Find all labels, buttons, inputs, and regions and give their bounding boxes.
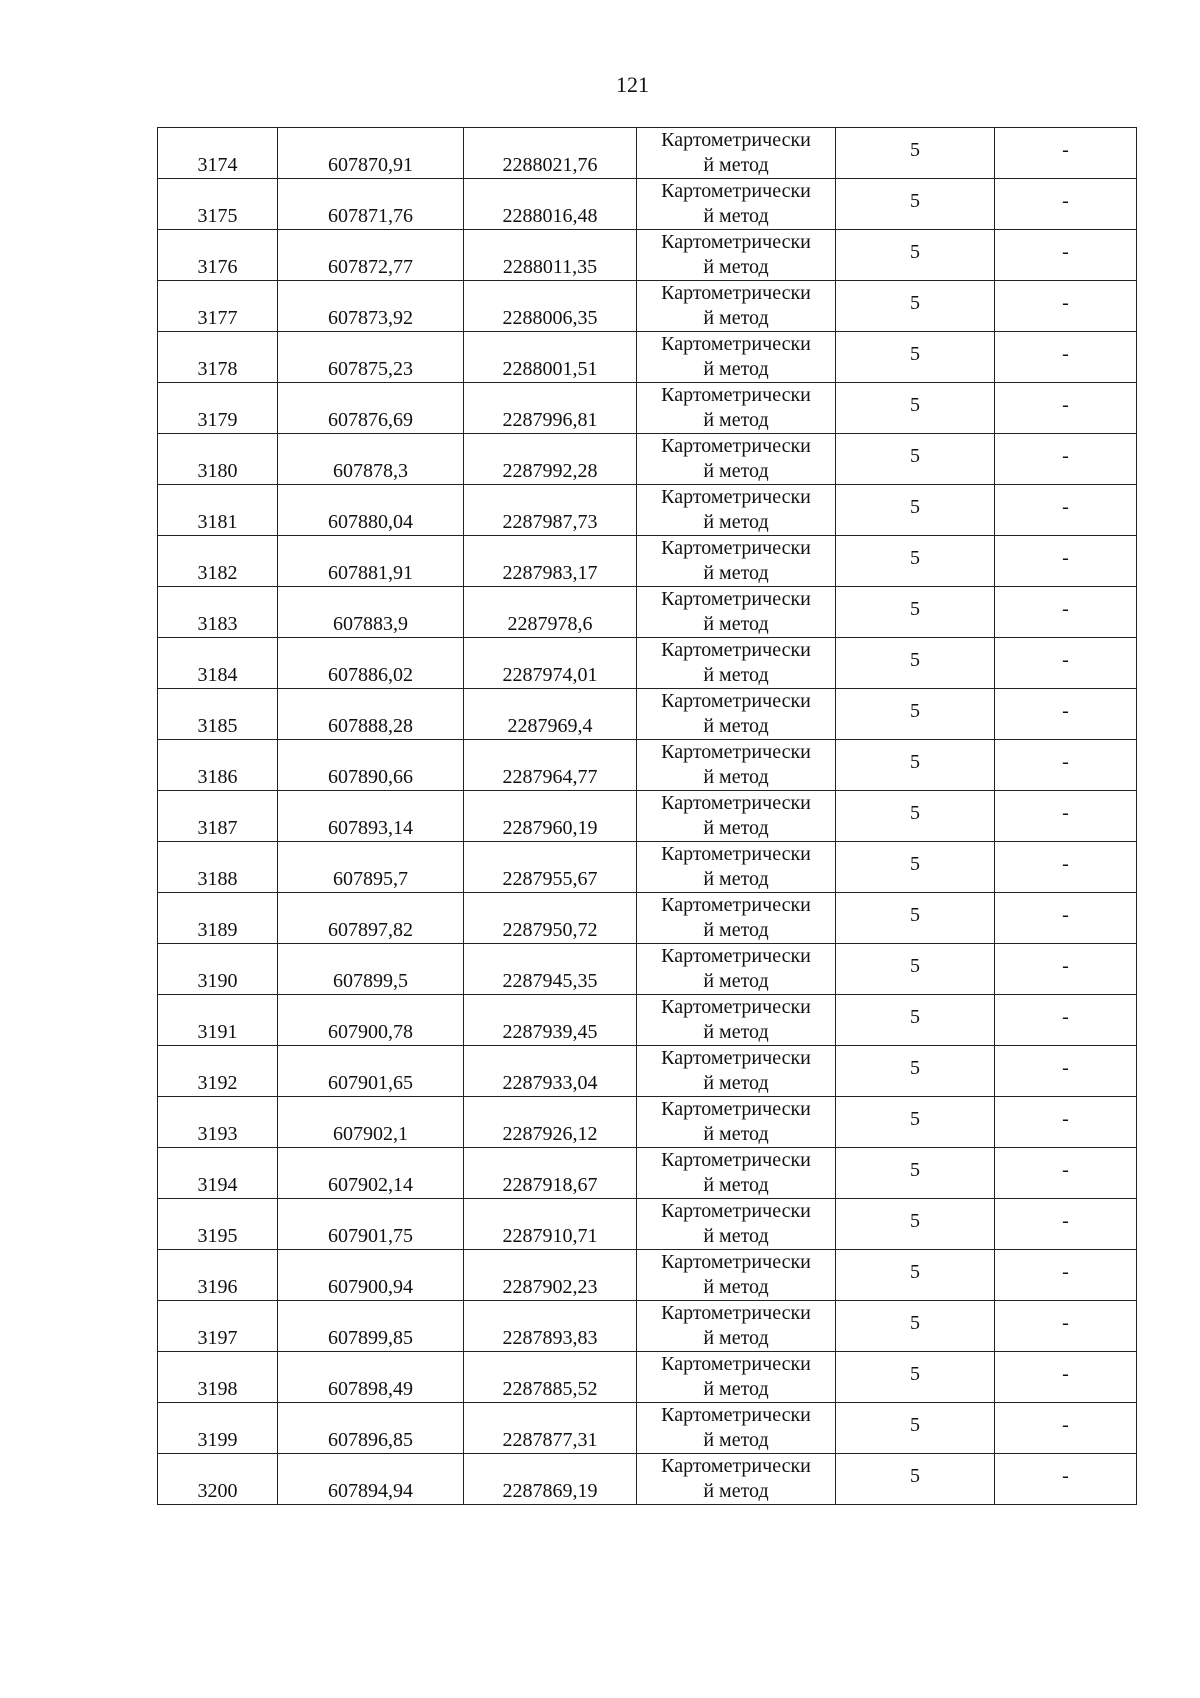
- table-row: [158, 230, 1137, 281]
- y-coordinate-cell: 2287974,01: [464, 638, 637, 689]
- y-coordinate-cell: 2287910,71: [464, 1199, 637, 1250]
- method-cell: [637, 1250, 836, 1301]
- y-coordinate-cell: 2288011,35: [464, 230, 637, 281]
- method-text-line-2: й метод: [703, 715, 769, 737]
- method-cell: [637, 893, 836, 944]
- table-row: [158, 1352, 1137, 1403]
- method-cell: [637, 842, 836, 893]
- method-cell: [637, 638, 836, 689]
- y-coordinate-cell: 2287960,19: [464, 791, 637, 842]
- description-cell: -: [995, 383, 1137, 434]
- y-coordinate-cell: 2287964,77: [464, 740, 637, 791]
- method-text-line-1: Картометрически: [661, 1251, 811, 1273]
- point-number-cell: 3190: [158, 944, 278, 995]
- method-text-line-2: й метод: [703, 562, 769, 584]
- method-text-line-1: Картометрически: [661, 1353, 811, 1375]
- page-number: 121: [616, 72, 649, 97]
- method-text-line-1: Картометрически: [661, 1149, 811, 1171]
- point-number-cell: 3193: [158, 1097, 278, 1148]
- method-cell: [637, 383, 836, 434]
- method-text-line-2: й метод: [703, 460, 769, 482]
- description-cell: -: [995, 128, 1137, 179]
- x-coordinate-cell: 607901,75: [278, 1199, 464, 1250]
- method-text-line-2: й метод: [703, 1327, 769, 1349]
- accuracy-cell: 5: [836, 638, 995, 689]
- y-coordinate-cell: 2288016,48: [464, 179, 637, 230]
- table-row: [158, 1097, 1137, 1148]
- method-cell: [637, 1046, 836, 1097]
- y-coordinate-cell: 2287869,19: [464, 1454, 637, 1505]
- point-number-cell: 3191: [158, 995, 278, 1046]
- description-cell: -: [995, 842, 1137, 893]
- description-cell: -: [995, 332, 1137, 383]
- y-coordinate-cell: 2287885,52: [464, 1352, 637, 1403]
- description-cell: -: [995, 995, 1137, 1046]
- point-number-cell: 3189: [158, 893, 278, 944]
- point-number-cell: 3180: [158, 434, 278, 485]
- y-coordinate-cell: 2287996,81: [464, 383, 637, 434]
- accuracy-cell: 5: [836, 944, 995, 995]
- method-text-line-1: Картометрически: [661, 1302, 811, 1324]
- method-cell: [637, 332, 836, 383]
- method-text-line-2: й метод: [703, 256, 769, 278]
- x-coordinate-cell: 607880,04: [278, 485, 464, 536]
- x-coordinate-cell: 607902,14: [278, 1148, 464, 1199]
- table-row: [158, 281, 1137, 332]
- x-coordinate-cell: 607870,91: [278, 128, 464, 179]
- point-number-cell: 3174: [158, 128, 278, 179]
- method-cell: [637, 1148, 836, 1199]
- table-row: [158, 1250, 1137, 1301]
- y-coordinate-cell: 2287992,28: [464, 434, 637, 485]
- accuracy-cell: 5: [836, 1148, 995, 1199]
- table-row: [158, 434, 1137, 485]
- method-text-line-1: Картометрически: [661, 843, 811, 865]
- accuracy-cell: 5: [836, 230, 995, 281]
- x-coordinate-cell: 607872,77: [278, 230, 464, 281]
- x-coordinate-cell: 607881,91: [278, 536, 464, 587]
- accuracy-cell: 5: [836, 1046, 995, 1097]
- method-text-line-1: Картометрически: [661, 1200, 811, 1222]
- table-row: [158, 1199, 1137, 1250]
- method-cell: [637, 1352, 836, 1403]
- method-cell: [637, 944, 836, 995]
- description-cell: -: [995, 281, 1137, 332]
- method-cell: [637, 434, 836, 485]
- point-number-cell: 3185: [158, 689, 278, 740]
- method-text-line-1: Картометрически: [661, 486, 811, 508]
- method-text-line-1: Картометрически: [661, 894, 811, 916]
- method-text-line-2: й метод: [703, 919, 769, 941]
- x-coordinate-cell: 607888,28: [278, 689, 464, 740]
- description-cell: -: [995, 1097, 1137, 1148]
- point-number-cell: 3198: [158, 1352, 278, 1403]
- method-cell: [637, 1097, 836, 1148]
- point-number-cell: 3188: [158, 842, 278, 893]
- x-coordinate-cell: 607876,69: [278, 383, 464, 434]
- method-text-line-2: й метод: [703, 154, 769, 176]
- table-row: [158, 536, 1137, 587]
- y-coordinate-cell: 2287939,45: [464, 995, 637, 1046]
- method-text-line-2: й метод: [703, 868, 769, 890]
- table-row: [158, 332, 1137, 383]
- point-number-cell: 3194: [158, 1148, 278, 1199]
- coordinates-table: [157, 127, 1137, 1505]
- y-coordinate-cell: 2287983,17: [464, 536, 637, 587]
- point-number-cell: 3195: [158, 1199, 278, 1250]
- description-cell: -: [995, 485, 1137, 536]
- method-text-line-2: й метод: [703, 766, 769, 788]
- method-text-line-2: й метод: [703, 970, 769, 992]
- description-cell: -: [995, 1352, 1137, 1403]
- x-coordinate-cell: 607901,65: [278, 1046, 464, 1097]
- table-row: [158, 1046, 1137, 1097]
- method-text-line-2: й метод: [703, 1276, 769, 1298]
- point-number-cell: 3178: [158, 332, 278, 383]
- table-row: [158, 689, 1137, 740]
- accuracy-cell: 5: [836, 1403, 995, 1454]
- method-text-line-1: Картометрически: [661, 231, 811, 253]
- method-cell: [637, 995, 836, 1046]
- description-cell: -: [995, 740, 1137, 791]
- x-coordinate-cell: 607875,23: [278, 332, 464, 383]
- method-cell: [637, 536, 836, 587]
- accuracy-cell: 5: [836, 434, 995, 485]
- method-text-line-2: й метод: [703, 205, 769, 227]
- y-coordinate-cell: 2287933,04: [464, 1046, 637, 1097]
- y-coordinate-cell: 2288006,35: [464, 281, 637, 332]
- method-text-line-1: Картометрически: [661, 639, 811, 661]
- table-row: [158, 128, 1137, 179]
- method-text-line-2: й метод: [703, 664, 769, 686]
- y-coordinate-cell: 2287969,4: [464, 689, 637, 740]
- method-cell: [637, 230, 836, 281]
- description-cell: -: [995, 1046, 1137, 1097]
- method-text-line-2: й метод: [703, 307, 769, 329]
- point-number-cell: 3199: [158, 1403, 278, 1454]
- x-coordinate-cell: 607886,02: [278, 638, 464, 689]
- method-text-line-1: Картометрически: [661, 1455, 811, 1477]
- point-number-cell: 3186: [158, 740, 278, 791]
- table-row: [158, 893, 1137, 944]
- accuracy-cell: 5: [836, 1199, 995, 1250]
- x-coordinate-cell: 607900,94: [278, 1250, 464, 1301]
- method-cell: [637, 689, 836, 740]
- method-text-line-1: Картометрически: [661, 537, 811, 559]
- method-text-line-1: Картометрически: [661, 588, 811, 610]
- method-text-line-2: й метод: [703, 358, 769, 380]
- method-text-line-2: й метод: [703, 1480, 769, 1502]
- method-text-line-1: Картометрически: [661, 996, 811, 1018]
- method-cell: [637, 791, 836, 842]
- accuracy-cell: 5: [836, 791, 995, 842]
- table-row: [158, 1403, 1137, 1454]
- table-row: [158, 995, 1137, 1046]
- description-cell: -: [995, 1148, 1137, 1199]
- method-text-line-1: Картометрически: [661, 282, 811, 304]
- method-cell: [637, 281, 836, 332]
- point-number-cell: 3181: [158, 485, 278, 536]
- accuracy-cell: 5: [836, 740, 995, 791]
- method-text-line-1: Картометрически: [661, 384, 811, 406]
- accuracy-cell: 5: [836, 842, 995, 893]
- x-coordinate-cell: 607897,82: [278, 893, 464, 944]
- y-coordinate-cell: 2288021,76: [464, 128, 637, 179]
- accuracy-cell: 5: [836, 179, 995, 230]
- y-coordinate-cell: 2287987,73: [464, 485, 637, 536]
- x-coordinate-cell: 607894,94: [278, 1454, 464, 1505]
- description-cell: -: [995, 230, 1137, 281]
- x-coordinate-cell: 607883,9: [278, 587, 464, 638]
- description-cell: -: [995, 1301, 1137, 1352]
- description-cell: -: [995, 638, 1137, 689]
- point-number-cell: 3176: [158, 230, 278, 281]
- point-number-cell: 3192: [158, 1046, 278, 1097]
- table-row: [158, 485, 1137, 536]
- accuracy-cell: 5: [836, 587, 995, 638]
- method-text-line-2: й метод: [703, 1072, 769, 1094]
- description-cell: -: [995, 893, 1137, 944]
- point-number-cell: 3184: [158, 638, 278, 689]
- table-row: [158, 842, 1137, 893]
- accuracy-cell: 5: [836, 485, 995, 536]
- point-number-cell: 3175: [158, 179, 278, 230]
- point-number-cell: 3197: [158, 1301, 278, 1352]
- description-cell: -: [995, 179, 1137, 230]
- method-cell: [637, 740, 836, 791]
- y-coordinate-cell: 2287926,12: [464, 1097, 637, 1148]
- method-cell: [637, 1301, 836, 1352]
- method-text-line-2: й метод: [703, 817, 769, 839]
- method-text-line-1: Картометрически: [661, 129, 811, 151]
- description-cell: -: [995, 536, 1137, 587]
- method-text-line-2: й метод: [703, 1378, 769, 1400]
- y-coordinate-cell: 2288001,51: [464, 332, 637, 383]
- accuracy-cell: 5: [836, 689, 995, 740]
- method-cell: [637, 1199, 836, 1250]
- y-coordinate-cell: 2287945,35: [464, 944, 637, 995]
- method-text-line-2: й метод: [703, 1429, 769, 1451]
- y-coordinate-cell: 2287918,67: [464, 1148, 637, 1199]
- x-coordinate-cell: 607878,3: [278, 434, 464, 485]
- table-row: [158, 383, 1137, 434]
- x-coordinate-cell: 607893,14: [278, 791, 464, 842]
- method-cell: [637, 179, 836, 230]
- x-coordinate-cell: 607899,5: [278, 944, 464, 995]
- method-text-line-2: й метод: [703, 613, 769, 635]
- method-cell: [637, 1403, 836, 1454]
- table-row: [158, 179, 1137, 230]
- table-row: [158, 740, 1137, 791]
- table-row: [158, 1301, 1137, 1352]
- method-text-line-1: Картометрически: [661, 180, 811, 202]
- table-row: [158, 1454, 1137, 1505]
- accuracy-cell: 5: [836, 893, 995, 944]
- accuracy-cell: 5: [836, 1454, 995, 1505]
- method-text-line-2: й метод: [703, 1225, 769, 1247]
- x-coordinate-cell: 607898,49: [278, 1352, 464, 1403]
- y-coordinate-cell: 2287955,67: [464, 842, 637, 893]
- point-number-cell: 3179: [158, 383, 278, 434]
- table-row: [158, 791, 1137, 842]
- accuracy-cell: 5: [836, 536, 995, 587]
- x-coordinate-cell: 607899,85: [278, 1301, 464, 1352]
- x-coordinate-cell: 607896,85: [278, 1403, 464, 1454]
- x-coordinate-cell: 607895,7: [278, 842, 464, 893]
- point-number-cell: 3182: [158, 536, 278, 587]
- method-text-line-2: й метод: [703, 1021, 769, 1043]
- y-coordinate-cell: 2287950,72: [464, 893, 637, 944]
- x-coordinate-cell: 607873,92: [278, 281, 464, 332]
- y-coordinate-cell: 2287877,31: [464, 1403, 637, 1454]
- x-coordinate-cell: 607871,76: [278, 179, 464, 230]
- description-cell: -: [995, 587, 1137, 638]
- method-text-line-1: Картометрически: [661, 435, 811, 457]
- method-text-line-1: Картометрически: [661, 741, 811, 763]
- description-cell: -: [995, 1454, 1137, 1505]
- point-number-cell: 3200: [158, 1454, 278, 1505]
- point-number-cell: 3183: [158, 587, 278, 638]
- accuracy-cell: 5: [836, 332, 995, 383]
- method-text-line-2: й метод: [703, 511, 769, 533]
- coordinates-table-body: [158, 128, 1137, 1505]
- description-cell: -: [995, 434, 1137, 485]
- method-cell: [637, 485, 836, 536]
- method-text-line-2: й метод: [703, 1174, 769, 1196]
- method-cell: [637, 128, 836, 179]
- description-cell: -: [995, 1250, 1137, 1301]
- table-row: [158, 1148, 1137, 1199]
- x-coordinate-cell: 607900,78: [278, 995, 464, 1046]
- x-coordinate-cell: 607902,1: [278, 1097, 464, 1148]
- method-text-line-1: Картометрически: [661, 690, 811, 712]
- x-coordinate-cell: 607890,66: [278, 740, 464, 791]
- accuracy-cell: 5: [836, 281, 995, 332]
- method-text-line-1: Картометрически: [661, 1098, 811, 1120]
- y-coordinate-cell: 2287978,6: [464, 587, 637, 638]
- accuracy-cell: 5: [836, 995, 995, 1046]
- method-text-line-2: й метод: [703, 409, 769, 431]
- method-text-line-1: Картометрически: [661, 1047, 811, 1069]
- method-cell: [637, 1454, 836, 1505]
- accuracy-cell: 5: [836, 1301, 995, 1352]
- table-row: [158, 587, 1137, 638]
- description-cell: -: [995, 791, 1137, 842]
- description-cell: -: [995, 1199, 1137, 1250]
- y-coordinate-cell: 2287893,83: [464, 1301, 637, 1352]
- accuracy-cell: 5: [836, 383, 995, 434]
- description-cell: -: [995, 944, 1137, 995]
- accuracy-cell: 5: [836, 1352, 995, 1403]
- point-number-cell: 3177: [158, 281, 278, 332]
- table-row: [158, 944, 1137, 995]
- description-cell: -: [995, 689, 1137, 740]
- method-cell: [637, 587, 836, 638]
- description-cell: -: [995, 1403, 1137, 1454]
- method-text-line-1: Картометрически: [661, 945, 811, 967]
- method-text-line-1: Картометрически: [661, 1404, 811, 1426]
- method-text-line-2: й метод: [703, 1123, 769, 1145]
- y-coordinate-cell: 2287902,23: [464, 1250, 637, 1301]
- accuracy-cell: 5: [836, 128, 995, 179]
- accuracy-cell: 5: [836, 1250, 995, 1301]
- method-text-line-1: Картометрически: [661, 792, 811, 814]
- point-number-cell: 3196: [158, 1250, 278, 1301]
- table-row: [158, 638, 1137, 689]
- point-number-cell: 3187: [158, 791, 278, 842]
- accuracy-cell: 5: [836, 1097, 995, 1148]
- method-text-line-1: Картометрически: [661, 333, 811, 355]
